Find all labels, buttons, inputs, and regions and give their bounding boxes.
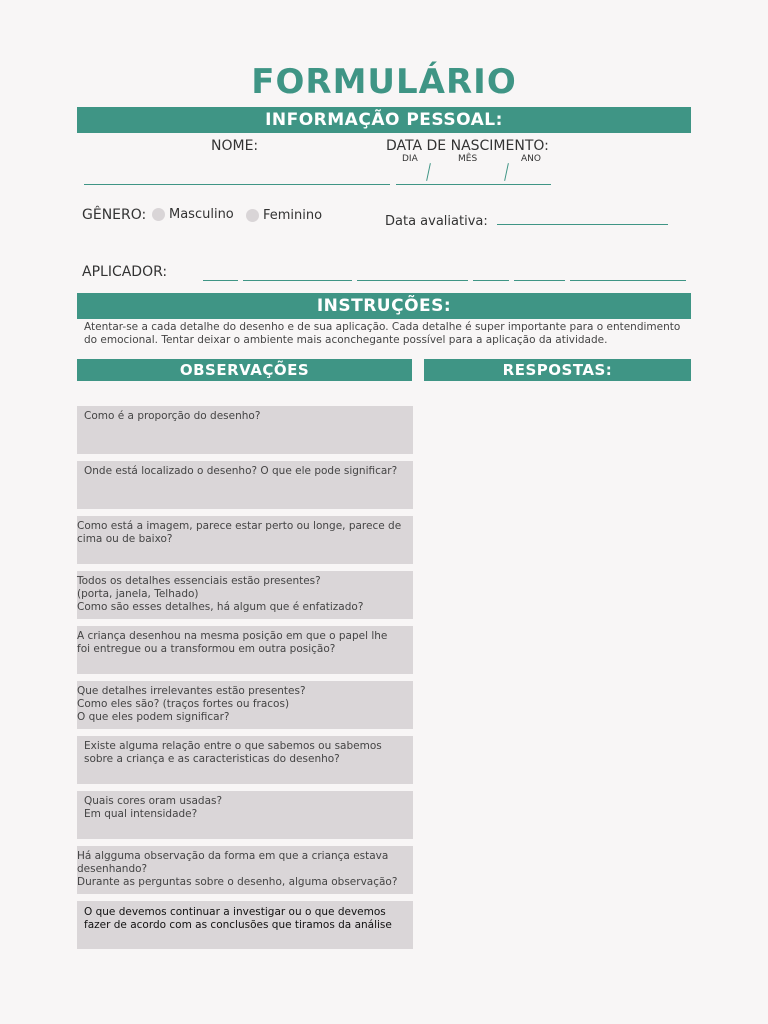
applicator-label: APLICADOR:: [82, 264, 168, 280]
year-label: ANO: [521, 154, 541, 164]
question-text: Que detalhes irrelevantes estão presentes? Como eles são? (traços fortes ou fracos) O que eles podem significar?: [77, 685, 306, 723]
question-text: Onde está localizado o desenho? O que ele pode significar?: [84, 465, 398, 477]
question-card: [77, 681, 413, 729]
instructions-header: INSTRUÇÕES:: [77, 293, 691, 319]
date-separator: [504, 163, 509, 181]
question-card: [77, 626, 413, 674]
question-text: Como é a proporção do desenho?: [84, 410, 261, 422]
question-card: [77, 791, 413, 839]
observations-header: OBSERVAÇÕES: [77, 359, 412, 381]
male-label: Masculino: [169, 207, 234, 222]
radio-icon[interactable]: [246, 209, 259, 222]
question-card: [77, 406, 413, 454]
gender-option-female[interactable]: [246, 208, 322, 223]
name-label: NOME:: [211, 138, 259, 154]
instructions-text: [84, 321, 684, 347]
date-separator: [426, 163, 431, 181]
birth-date-field[interactable]: [396, 184, 551, 185]
eval-date-field[interactable]: [497, 224, 668, 225]
radio-icon[interactable]: [152, 208, 165, 221]
question-card: [77, 571, 413, 619]
eval-date-label: Data avaliativa:: [385, 214, 488, 229]
question-text: Há algguma observação da forma em que a criança estava desenhando? Durante as perguntas sobre o desenho, alguma observação?: [77, 850, 398, 888]
applicator-field[interactable]: [570, 280, 686, 281]
question-card: [77, 516, 413, 564]
applicator-field[interactable]: [514, 280, 565, 281]
applicator-field[interactable]: [357, 280, 468, 281]
question-card: [77, 901, 413, 949]
question-text: Como está a imagem, parece estar perto ou longe, parece de cima ou de baixo?: [77, 520, 402, 545]
question-card: [77, 461, 413, 509]
question-text: Quais cores oram usadas? Em qual intensidade?: [84, 795, 223, 820]
personal-info-header: INFORMAÇÃO PESSOAL:: [77, 107, 691, 133]
applicator-field[interactable]: [473, 280, 509, 281]
name-field[interactable]: [84, 184, 390, 185]
question-text: Todos os detalhes essenciais estão presentes? (porta, janela, Telhado) Como são esses detalhes, há algum que é enfatizado?: [77, 575, 364, 613]
form-title: FORMULÁRIO: [251, 62, 517, 102]
applicator-field[interactable]: [203, 280, 238, 281]
answers-header: RESPOSTAS:: [424, 359, 691, 381]
gender-label: GÊNERO:: [82, 207, 147, 223]
day-label: DIA: [402, 154, 418, 164]
month-label: MÊS: [458, 154, 478, 164]
question-card: [77, 736, 413, 784]
question-text: Existe alguma relação entre o que sabemos ou sabemos sobre a criança e as caracteristicas do desenho?: [84, 740, 382, 765]
question-text: A criança desenhou na mesma posição em que o papel lhe foi entregue ou a transformou em outra posição?: [77, 630, 388, 655]
applicator-field[interactable]: [243, 280, 352, 281]
question-card: [77, 846, 413, 894]
instructions-line: do emocional. Tentar deixar o ambiente mais aconchegante possível para a aplicação da atividade.: [84, 334, 608, 346]
question-text: O que devemos continuar a investigar ou o que devemos fazer de acordo com as conclusões que tiramos da análise: [84, 906, 392, 931]
female-label: Feminino: [263, 208, 323, 223]
instructions-line: Atentar-se a cada detalhe do desenho e de sua aplicação. Cada detalhe é super importante para o entendimento: [84, 321, 681, 333]
gender-option-male[interactable]: [152, 207, 234, 222]
birth-date-label: DATA DE NASCIMENTO:: [386, 138, 549, 154]
